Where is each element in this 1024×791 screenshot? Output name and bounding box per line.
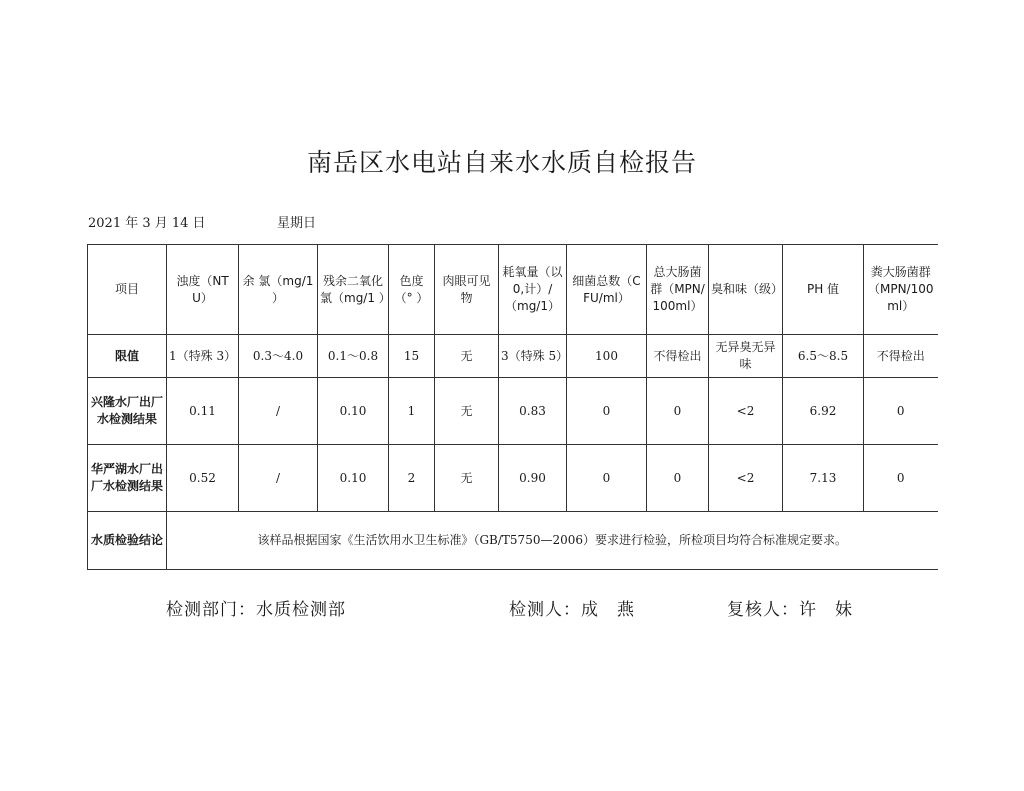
- visible-matter-value: 无: [435, 378, 499, 445]
- inspection-department: 检测部门：水质检测部: [166, 600, 346, 620]
- report-weekday: 星期日: [277, 216, 317, 231]
- limit-chlorine-dioxide: 0.1～0.8: [318, 335, 389, 378]
- total-bacteria-value: 0: [567, 445, 647, 512]
- limit-turbidity: 1（特殊 3）: [167, 335, 239, 378]
- header-oxygen-consumption: 耗氧量（以 0,计）/（mg/1）: [499, 245, 567, 335]
- chlorine-dioxide-value: 0.10: [318, 445, 389, 512]
- row-label: 华严湖水厂出厂水检测结果: [88, 445, 167, 512]
- header-fecal-coliform: 粪大肠菌群（MPN/100ml）: [864, 245, 938, 335]
- limit-residual-chlorine: 0.3～4.0: [239, 335, 318, 378]
- header-total-bacteria: 细菌总数（CFU/ml）: [567, 245, 647, 335]
- limit-fecal-coliform: 不得检出: [864, 335, 938, 378]
- conclusion-text: 该样品根据国家《生活饮用水卫生标准》（GB/T5750—2006）要求进行检验，所检项目均符合标准规定要求。: [167, 512, 938, 570]
- reviewer: 复核人：许 妹: [727, 600, 853, 620]
- report-date: 2021 年 3 月 14 日: [88, 216, 206, 231]
- header-residual-chlorine: 余 氯（mg/1 ）: [239, 245, 318, 335]
- odor-value: <2: [709, 445, 783, 512]
- water-quality-table: [87, 244, 938, 570]
- residual-chlorine-value: /: [239, 378, 318, 445]
- fecal-coliform-value: 0: [864, 445, 938, 512]
- fecal-coliform-value: 0: [864, 378, 938, 445]
- date-line: [88, 212, 317, 231]
- chlorine-dioxide-value: 0.10: [318, 378, 389, 445]
- limits-label: 限值: [88, 335, 167, 378]
- oxygen-consumption-value: 0.90: [499, 445, 567, 512]
- row-label: 兴隆水厂出厂水检测结果: [88, 378, 167, 445]
- total-coliform-value: 0: [647, 378, 709, 445]
- color-value: 1: [389, 378, 435, 445]
- total-bacteria-value: 0: [567, 378, 647, 445]
- header-turbidity: 浊度（NTU）: [167, 245, 239, 335]
- visible-matter-value: 无: [435, 445, 499, 512]
- turbidity-value: 0.11: [167, 378, 239, 445]
- header-chlorine-dioxide: 残余二氧化氯（mg/1 ）: [318, 245, 389, 335]
- header-ph: PH 值: [783, 245, 864, 335]
- ph-value: 6.92: [783, 378, 864, 445]
- header-item: 项目: [88, 245, 167, 335]
- header-odor: 臭和味（级）: [709, 245, 783, 335]
- table-row: [88, 378, 938, 445]
- conclusion-label: 水质检验结论: [88, 512, 167, 570]
- limit-total-coliform: 不得检出: [647, 335, 709, 378]
- turbidity-value: 0.52: [167, 445, 239, 512]
- table-row: [88, 445, 938, 512]
- color-value: 2: [389, 445, 435, 512]
- oxygen-consumption-value: 0.83: [499, 378, 567, 445]
- limit-color: 15: [389, 335, 435, 378]
- residual-chlorine-value: /: [239, 445, 318, 512]
- limits-row: [88, 335, 938, 378]
- limit-oxygen-consumption: 3（特殊 5）: [499, 335, 567, 378]
- ph-value: 7.13: [783, 445, 864, 512]
- total-coliform-value: 0: [647, 445, 709, 512]
- report-title: 南岳区水电站自来水水质自检报告: [306, 148, 697, 177]
- inspector: 检测人：成 燕: [509, 600, 635, 620]
- header-color: 色度（° ）: [389, 245, 435, 335]
- conclusion-row: [88, 512, 938, 570]
- limit-total-bacteria: 100: [567, 335, 647, 378]
- limit-ph: 6.5～8.5: [783, 335, 864, 378]
- header-row: [88, 245, 938, 335]
- limit-odor: 无异臭无异味: [709, 335, 783, 378]
- header-visible-matter: 肉眼可见物: [435, 245, 499, 335]
- header-total-coliform: 总大肠菌群（MPN/100ml）: [647, 245, 709, 335]
- limit-visible-matter: 无: [435, 335, 499, 378]
- odor-value: <2: [709, 378, 783, 445]
